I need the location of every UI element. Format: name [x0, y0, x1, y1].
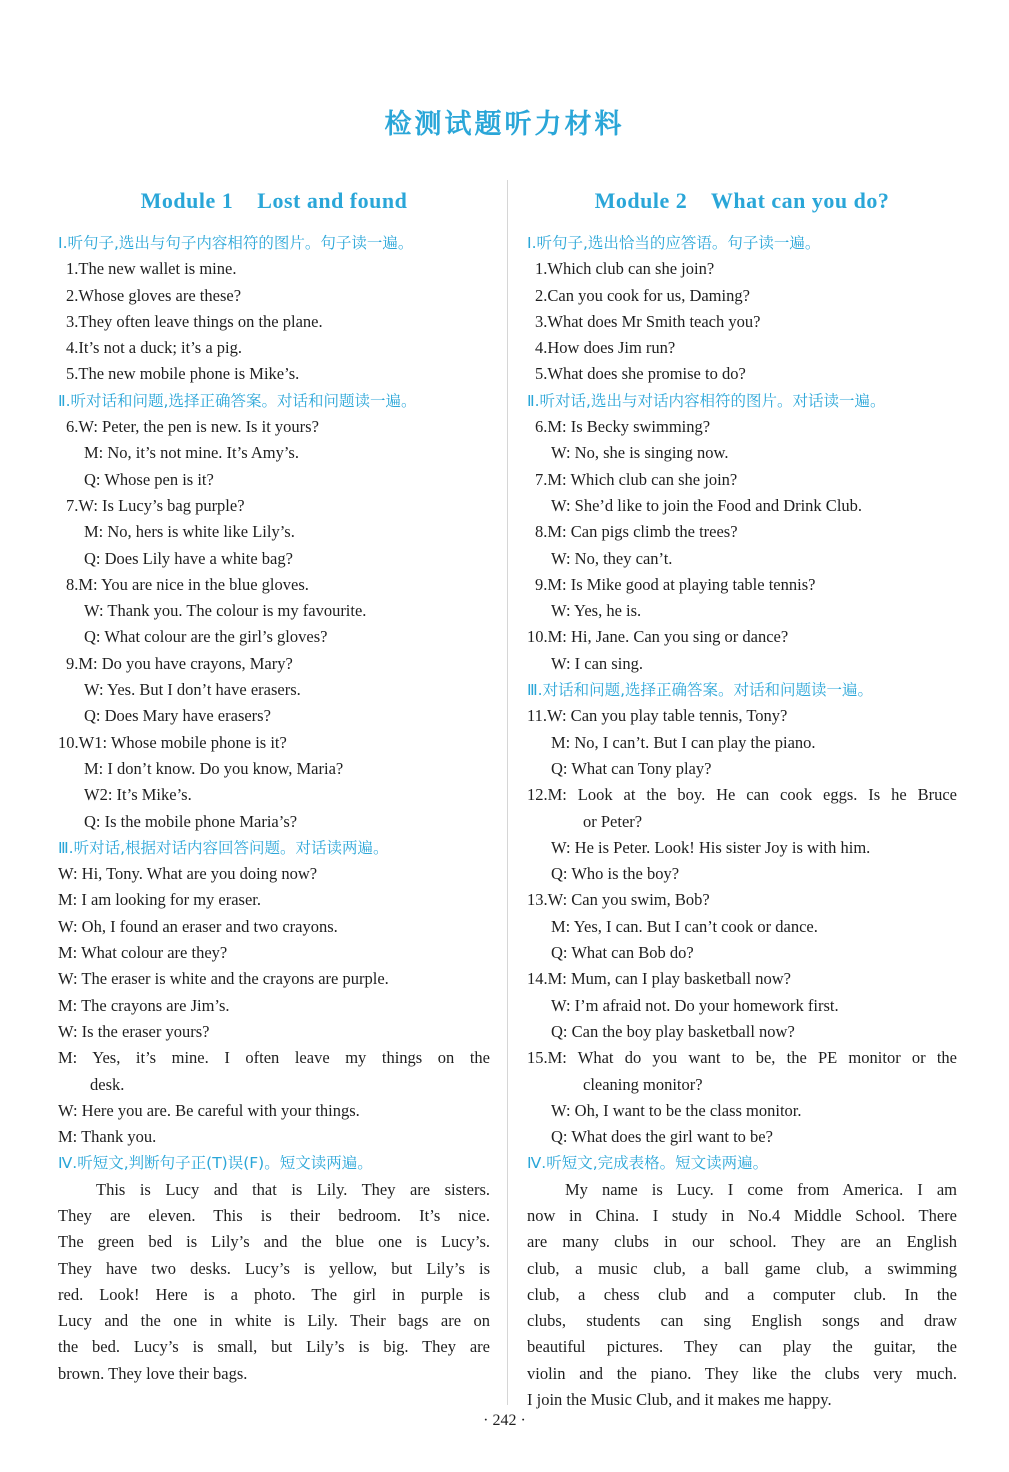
text-line: 7.W: Is Lucy’s bag purple? — [66, 495, 245, 515]
text-line: red. Look! Here is a photo. The girl in purple is — [58, 1284, 490, 1304]
text-line: 5.What does she promise to do? — [535, 364, 746, 384]
text-line: W2: It’s Mike’s. — [84, 785, 192, 805]
text-line: Q: Does Lily have a white bag? — [84, 548, 293, 568]
section-heading: Ⅱ.听对话,选出与对话内容相符的图片。对话读一遍。 — [527, 391, 886, 410]
text-line: Q: Is the mobile phone Maria’s? — [84, 811, 298, 831]
text-line: club, a chess club and a computer club. In the — [527, 1284, 957, 1304]
text-line: club, a music club, a ball game club, a swimming — [527, 1258, 957, 1278]
left-column — [58, 184, 490, 1387]
text-line: Lucy and the one in white is Lily. Their bags are on — [58, 1311, 490, 1331]
text-line: M: No, I can’t. But I can play the piano. — [551, 732, 816, 752]
text-line: violin and the piano. They like the clubs very much. — [527, 1363, 957, 1383]
text-line: 8.M: Can pigs climb the trees? — [535, 522, 738, 542]
text-line: 6.W: Peter, the pen is new. Is it yours? — [66, 417, 319, 437]
text-line: W: Thank you. The colour is my favourite. — [84, 601, 367, 621]
text-line: M: What colour are they? — [58, 943, 228, 963]
text-line: desk. — [90, 1074, 125, 1094]
text-line: 4.How does Jim run? — [535, 338, 676, 358]
text-line: W: She’d like to join the Food and Drink Club. — [551, 495, 863, 515]
module-2-title: Module 2 What can you do? — [594, 188, 890, 213]
section-heading: Ⅲ.听对话,根据对话内容回答问题。对话读两遍。 — [58, 838, 389, 857]
section-heading: Ⅰ.听句子,选出恰当的应答语。句子读一遍。 — [527, 234, 821, 252]
section-heading: Ⅰ.听句子,选出与句子内容相符的图片。句子读一遍。 — [58, 234, 414, 252]
text-line: W: Oh, I found an eraser and two crayons. — [58, 916, 338, 936]
text-line: M: I am looking for my eraser. — [58, 890, 261, 910]
page-title: 检测试题听力材料 — [384, 109, 625, 140]
text-line: cleaning monitor? — [583, 1074, 703, 1094]
section-heading: Ⅳ.听短文,判断句子正(T)误(F)。短文读两遍。 — [58, 1154, 373, 1173]
text-line: W: I can sing. — [551, 653, 643, 673]
text-line: M: Yes, I can. But I can’t cook or dance. — [551, 916, 818, 936]
text-line: M: The crayons are Jim’s. — [58, 995, 230, 1015]
text-line: 8.M: You are nice in the blue gloves. — [66, 574, 309, 594]
text-line: beautiful pictures. They can play the guitar, the — [527, 1337, 957, 1357]
text-line: 3.What does Mr Smith teach you? — [535, 311, 761, 331]
text-line: W: He is Peter. Look! His sister Joy is with him. — [551, 837, 871, 857]
text-line: Q: What does the girl want to be? — [551, 1127, 773, 1147]
text-line: M: Yes, it’s mine. I often leave my things on the — [58, 1048, 490, 1068]
text-line: or Peter? — [583, 811, 643, 831]
text-line: 7.M: Which club can she join? — [535, 469, 738, 489]
text-line: are many clubs in our school. They are an English — [527, 1232, 957, 1252]
text-line: This is Lucy and that is Lily. They are sisters. — [96, 1179, 490, 1199]
text-line: W: Is the eraser yours? — [58, 1021, 210, 1041]
text-line: Q: What colour are the girl’s gloves? — [84, 627, 328, 647]
text-line: M: Thank you. — [58, 1127, 157, 1147]
page-number: · 242 · — [483, 1412, 526, 1429]
text-line: Q: Does Mary have erasers? — [84, 706, 271, 726]
module-2-content — [527, 230, 957, 1413]
text-line: Q: Can the boy play basketball now? — [551, 1021, 795, 1041]
text-line: They are eleven. This is their bedroom. It’s nice. — [58, 1205, 490, 1225]
text-line: 1.Which club can she join? — [535, 259, 715, 279]
text-line: 9.M: Do you have crayons, Mary? — [66, 653, 293, 673]
text-line: 3.They often leave things on the plane. — [66, 311, 323, 331]
text-line: M: No, hers is white like Lily’s. — [84, 522, 295, 542]
text-line: the bed. Lucy’s is small, but Lily’s is big. They are — [58, 1337, 490, 1357]
text-line: brown. They love their bags. — [58, 1363, 248, 1383]
text-line: They have two desks. Lucy’s is yellow, but Lily’s is — [58, 1258, 490, 1278]
text-line: M: No, it’s not mine. It’s Amy’s. — [84, 443, 299, 463]
text-line: 2.Whose gloves are these? — [66, 285, 242, 305]
text-line: 15.M: What do you want to be, the PE monitor or the — [527, 1048, 957, 1068]
text-line: 14.M: Mum, can I play basketball now? — [527, 969, 791, 989]
text-line: Q: Whose pen is it? — [84, 469, 214, 489]
text-line: Q: What can Tony play? — [551, 758, 712, 778]
text-line: W: I’m afraid not. Do your homework first. — [551, 995, 839, 1015]
text-line: I join the Music Club, and it makes me happy. — [527, 1390, 832, 1410]
text-line: My name is Lucy. I come from America. I am — [565, 1179, 957, 1199]
text-line: M: I don’t know. Do you know, Maria? — [84, 758, 344, 778]
right-column — [527, 184, 957, 1413]
text-line: W: Yes, he is. — [551, 601, 642, 621]
text-line: W: No, she is singing now. — [551, 443, 729, 463]
text-line: W: The eraser is white and the crayons are purple. — [58, 969, 389, 989]
column-divider — [507, 180, 508, 1405]
text-line: W: Yes. But I don’t have erasers. — [84, 680, 301, 700]
module-1-content — [58, 230, 490, 1387]
text-line: 4.It’s not a duck; it’s a pig. — [66, 338, 242, 358]
text-line: Q: What can Bob do? — [551, 943, 694, 963]
text-line: Q: Who is the boy? — [551, 864, 680, 884]
text-line: W: No, they can’t. — [551, 548, 673, 568]
text-line: 9.M: Is Mike good at playing table tennis? — [535, 574, 816, 594]
text-line: 6.M: Is Becky swimming? — [535, 417, 711, 437]
text-line: W: Here you are. Be careful with your things. — [58, 1100, 360, 1120]
text-line: 11.W: Can you play table tennis, Tony? — [527, 706, 788, 726]
module-1-title: Module 1 Lost and found — [140, 188, 408, 213]
section-heading: Ⅲ.对话和问题,选择正确答案。对话和问题读一遍。 — [527, 681, 874, 700]
text-line: 1.The new wallet is mine. — [66, 259, 237, 279]
text-line: W: Hi, Tony. What are you doing now? — [58, 864, 318, 884]
section-heading: Ⅱ.听对话和问题,选择正确答案。对话和问题读一遍。 — [58, 391, 417, 410]
text-line: now in China. I study in No.4 Middle School. There — [527, 1205, 957, 1225]
text-line: W: Oh, I want to be the class monitor. — [551, 1100, 802, 1120]
text-line: clubs, students can sing English songs and draw — [527, 1311, 957, 1331]
text-line: 13.W: Can you swim, Bob? — [527, 890, 710, 910]
text-line: 5.The new mobile phone is Mike’s. — [66, 364, 300, 384]
text-line: The green bed is Lily’s and the blue one is Lucy’s. — [58, 1232, 490, 1252]
text-line: 10.M: Hi, Jane. Can you sing or dance? — [527, 627, 789, 647]
section-heading: Ⅳ.听短文,完成表格。短文读两遍。 — [527, 1154, 769, 1173]
text-line: 2.Can you cook for us, Daming? — [535, 285, 750, 305]
text-line: 10.W1: Whose mobile phone is it? — [58, 732, 287, 752]
text-line: 12.M: Look at the boy. He can cook eggs. Is he Bruce — [527, 785, 957, 805]
